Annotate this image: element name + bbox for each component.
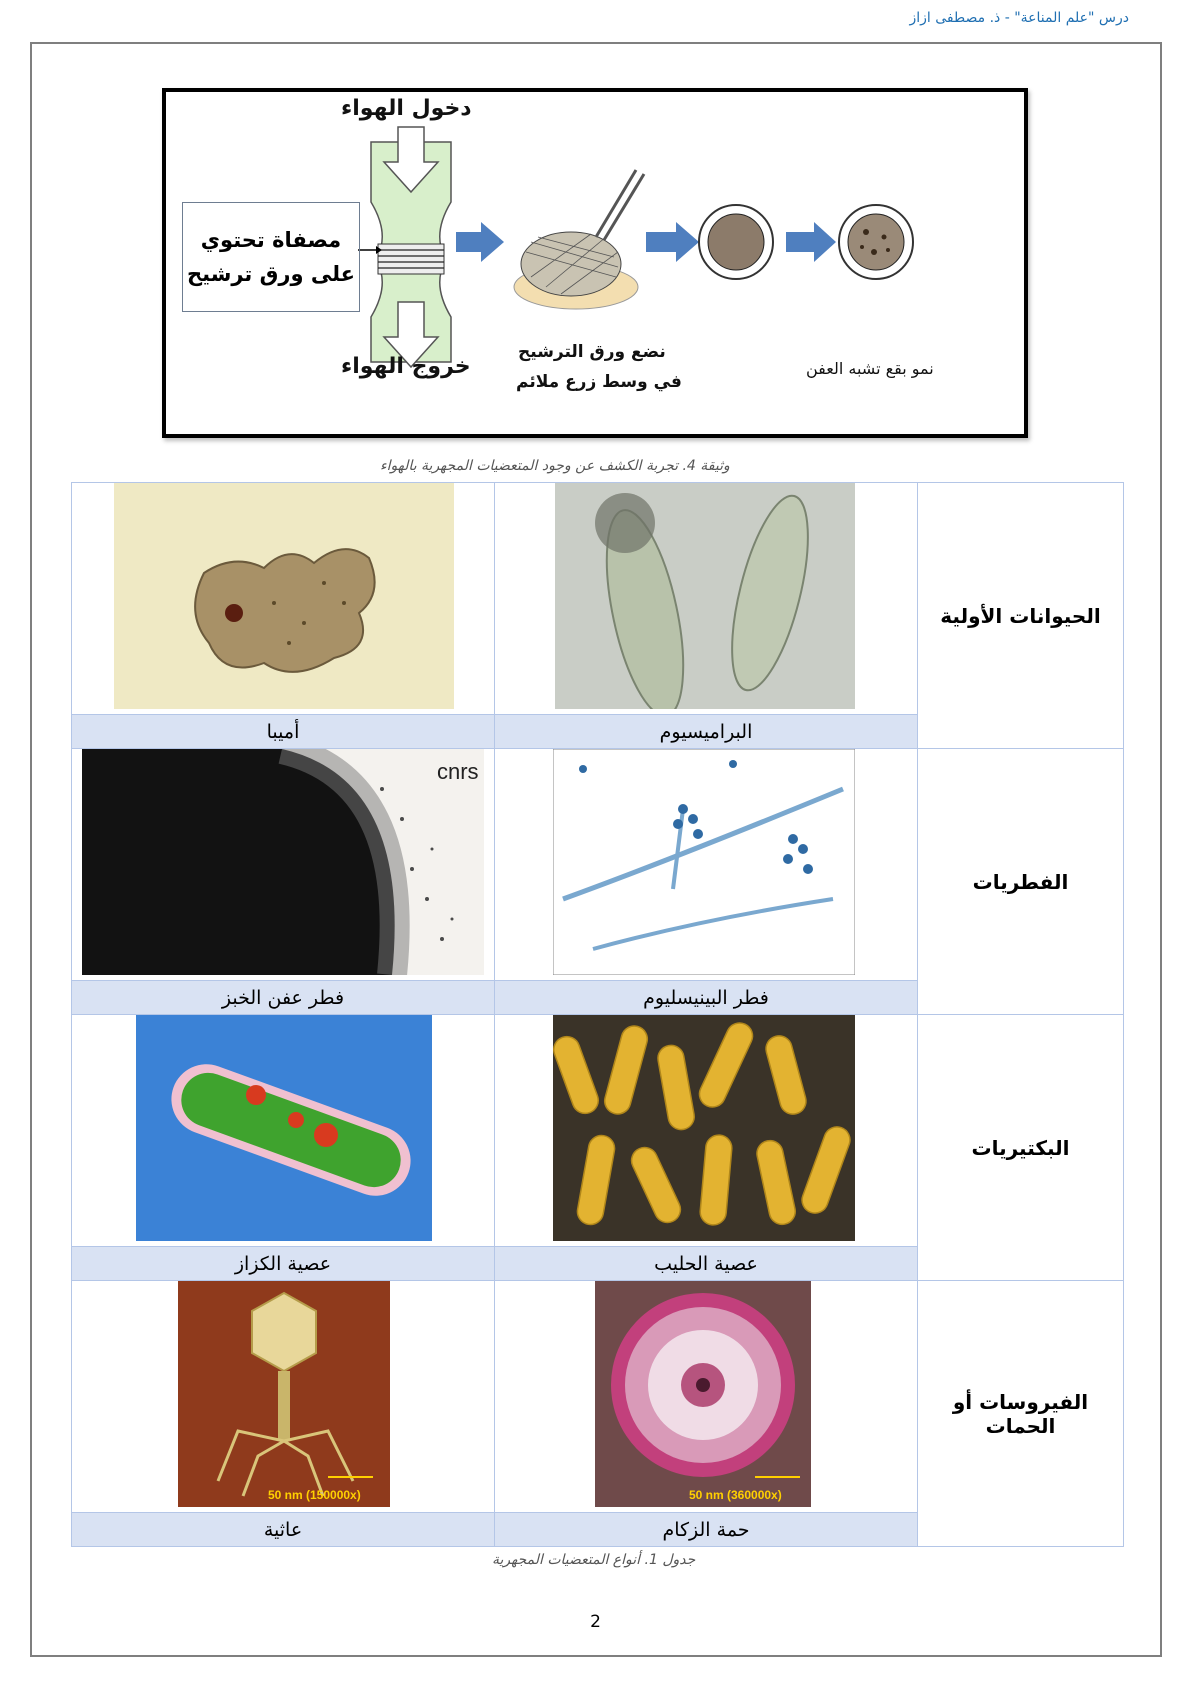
figure-caption: وثيقة 4. تجربة الكشف عن وجود المتعضيات المجهرية بالهواء (380, 458, 730, 474)
amoeba-image (114, 483, 454, 709)
air-out-label: خروج الهواء (341, 354, 471, 379)
influenza-label: حمة الزكام (495, 1513, 918, 1547)
paramecium-image-cell (495, 483, 918, 715)
penicillium-image (553, 749, 855, 975)
step-label-line1: نضع ورق الترشيح (518, 342, 666, 362)
bacteriophage-image (178, 1281, 390, 1507)
paramecium-label: البراميسيوم (495, 715, 918, 749)
filter-label-line2: على ورق ترشيح (186, 262, 355, 286)
tetanus-bacillus-image (136, 1015, 432, 1241)
lactobacillus-image (553, 1015, 855, 1241)
table-row (72, 749, 1124, 981)
result-label: نمو بقع تشبه العفن (806, 359, 934, 378)
bacteriophage-image-cell (72, 1281, 495, 1513)
bread-mold-image (82, 749, 484, 975)
paramecium-image (555, 483, 855, 709)
filter-box (182, 202, 360, 312)
microorganisms-table (71, 482, 1124, 1547)
category-protozoa: الحيوانات الأولية (918, 483, 1124, 749)
category-fungi: الفطريات (918, 749, 1124, 1015)
penicillium-label: فطر البينيسليوم (495, 981, 918, 1015)
amoeba-label: أميبا (72, 715, 495, 749)
table-row (72, 1281, 1124, 1513)
table-caption: جدول 1. أنواع المتعضيات المجهرية (492, 1552, 696, 1568)
flu-scale-label: 50 nm (360000x) (689, 1488, 782, 1502)
amoeba-image-cell (72, 483, 495, 715)
lactobacillus-label: عصية الحليب (495, 1247, 918, 1281)
bread-mold-image-cell (72, 749, 495, 981)
step-label-line2: في وسط زرع ملائم (516, 372, 682, 392)
page-header: درس "علم المناعة" - ذ. مصطفى ازاز (909, 10, 1129, 26)
tetanus-bacillus-image-cell (72, 1015, 495, 1247)
bacteriophage-label: عاثية (72, 1513, 495, 1547)
lactobacillus-image-cell (495, 1015, 918, 1247)
bread-mold-label: فطر عفن الخبز (72, 981, 495, 1015)
table-row (72, 483, 1124, 715)
category-viruses: الفيروسات أو الحمات (918, 1281, 1124, 1547)
page-number: 2 (590, 1612, 601, 1632)
influenza-image-cell (495, 1281, 918, 1513)
category-bacteria: البكتيريات (918, 1015, 1124, 1281)
cnrs-logo: cnrs (437, 759, 479, 784)
filter-label-line1: مصفاة تحتوي (200, 228, 342, 252)
phage-scale-label: 50 nm (150000x) (268, 1488, 361, 1502)
tetanus-bacillus-label: عصية الكزاز (72, 1247, 495, 1281)
influenza-image (595, 1281, 811, 1507)
experiment-figure (162, 88, 1028, 438)
table-row (72, 1015, 1124, 1247)
penicillium-image-cell (495, 749, 918, 981)
air-in-label: دخول الهواء (341, 96, 472, 121)
